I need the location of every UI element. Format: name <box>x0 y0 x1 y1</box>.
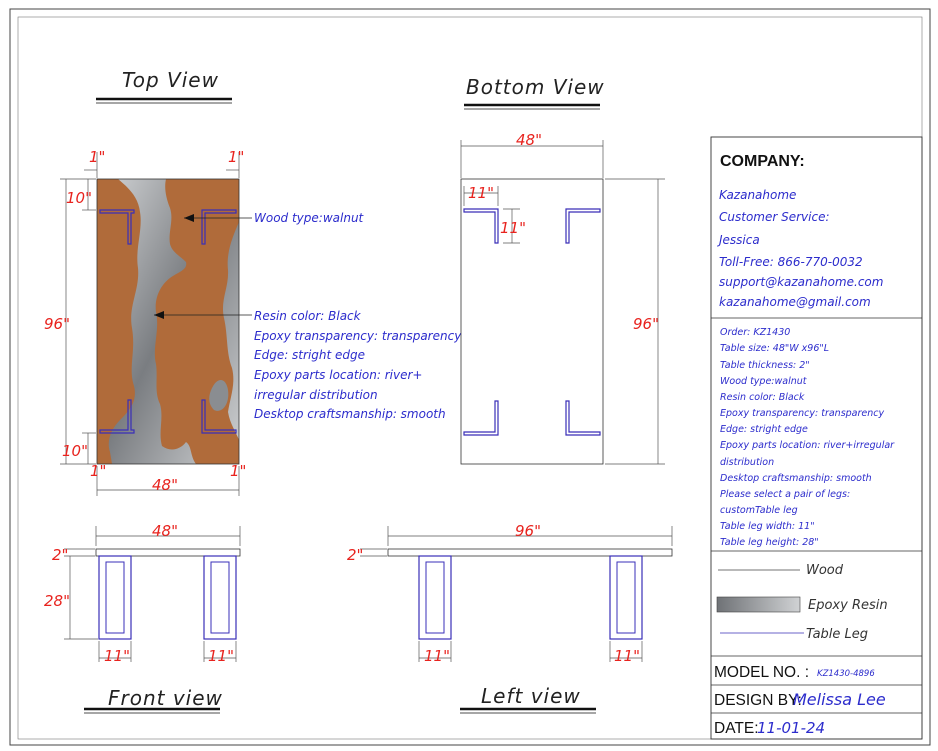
dim-left-leg-right-width: 11" <box>614 647 640 665</box>
dim-front-width: 48" <box>152 522 178 540</box>
date-label: DATE: <box>714 720 759 737</box>
left-leg-left-inner <box>426 562 444 633</box>
dim-left-leg-left-width: 11" <box>424 647 450 665</box>
company-email-gmail: kazanahome@gmail.com <box>719 295 871 309</box>
company-contact: Jessica <box>719 233 760 247</box>
spec-line: Order: KZ1430 <box>720 327 791 338</box>
dim-top-length: 96" <box>44 315 70 333</box>
callout-resin-color: Resin color: Black <box>254 309 361 323</box>
model-label: MODEL NO. : <box>714 664 810 681</box>
dim-front-thickness: 2" <box>52 546 69 564</box>
callout-location-1: Epoxy parts location: river+ <box>254 368 423 382</box>
model-value: KZ1430-4896 <box>817 669 875 679</box>
left-leg-right-inner <box>617 562 635 633</box>
front-leg-right-inner <box>211 562 229 633</box>
legend-resin-label: Epoxy Resin <box>808 598 888 613</box>
spec-line: Edge: stright edge <box>720 424 808 435</box>
company-email-support: support@kazanahome.com <box>719 275 884 289</box>
front-leg-left <box>99 556 131 639</box>
dim-front-leg-right-width: 11" <box>208 647 234 665</box>
dim-bottom-offset: 10" <box>62 442 88 460</box>
dim-bottom-leg-width: 11" <box>468 184 494 202</box>
front-leg-left-inner <box>106 562 124 633</box>
dim-front-leg-height: 28" <box>44 592 70 610</box>
dim-bottom-leg-depth: 11" <box>500 219 526 237</box>
spec-line: Table thickness: 2" <box>720 360 810 371</box>
spec-line: Table leg height: 28" <box>720 537 819 548</box>
spec-line: Please select a pair of legs: <box>720 489 851 500</box>
company-service: Customer Service: <box>719 210 830 224</box>
top-view-title: Top View <box>122 68 219 92</box>
dim-bottom-length: 96" <box>633 315 659 333</box>
spec-line: distribution <box>720 457 775 468</box>
front-view-title: Front view <box>108 686 223 710</box>
dim-left-length: 96" <box>515 522 541 540</box>
spec-line: Epoxy parts location: river+irregular <box>720 440 895 451</box>
title-block-frame <box>711 137 922 739</box>
top-view-tabletop <box>97 179 239 464</box>
spec-line: Resin color: Black <box>720 392 805 403</box>
callout-location-2: irregular distribution <box>254 388 378 402</box>
dim-left-thickness: 2" <box>347 546 364 564</box>
left-view-title: Left view <box>481 684 581 708</box>
legend-leg-label: Table Leg <box>806 627 869 642</box>
spec-line: Wood type:walnut <box>720 376 807 387</box>
company-phone: Toll-Free: 866-770-0032 <box>719 255 863 269</box>
left-leg-left <box>419 556 451 639</box>
bottom-view-title: Bottom View <box>466 75 605 99</box>
left-view <box>360 526 672 662</box>
date-value: 11-01-24 <box>757 719 826 737</box>
spec-line: Table size: 48"W x96"L <box>720 343 830 354</box>
front-view <box>64 526 240 662</box>
spec-line: Epoxy transparency: transparency <box>720 408 885 419</box>
left-tabletop <box>388 549 672 556</box>
left-leg-right <box>610 556 642 639</box>
callout-edge: Edge: stright edge <box>254 348 366 362</box>
company-heading: COMPANY: <box>720 153 805 170</box>
bottom-view-outline <box>461 179 603 464</box>
design-label: DESIGN BY: <box>714 692 802 709</box>
legend-wood-label: Wood <box>806 563 844 578</box>
front-leg-right <box>204 556 236 639</box>
spec-line: Table leg width: 11" <box>720 521 815 532</box>
dim-top-offset: 10" <box>66 189 92 207</box>
spec-line: Desktop craftsmanship: smooth <box>720 473 872 484</box>
design-value: Melissa Lee <box>793 690 886 709</box>
front-tabletop <box>96 549 240 556</box>
callout-craftsmanship: Desktop craftsmanship: smooth <box>254 407 446 421</box>
spec-line: customTable leg <box>720 505 798 516</box>
dim-bottom-right-margin: 1" <box>230 462 247 480</box>
title-block <box>711 137 922 739</box>
spec-list <box>720 327 895 548</box>
dim-front-leg-left-width: 11" <box>104 647 130 665</box>
dim-bottom-width: 48" <box>516 131 542 149</box>
company-name: Kazanahome <box>719 188 797 202</box>
callout-wood-type: Wood type:walnut <box>254 211 364 225</box>
dim-bottom-left-margin: 1" <box>90 462 107 480</box>
legend-resin-swatch <box>717 597 800 612</box>
callout-transparency: Epoxy transparency: transparency <box>254 329 462 343</box>
dim-top-width: 48" <box>152 476 178 494</box>
dim-top-left-margin: 1" <box>89 148 106 166</box>
dim-top-right-margin: 1" <box>228 148 245 166</box>
